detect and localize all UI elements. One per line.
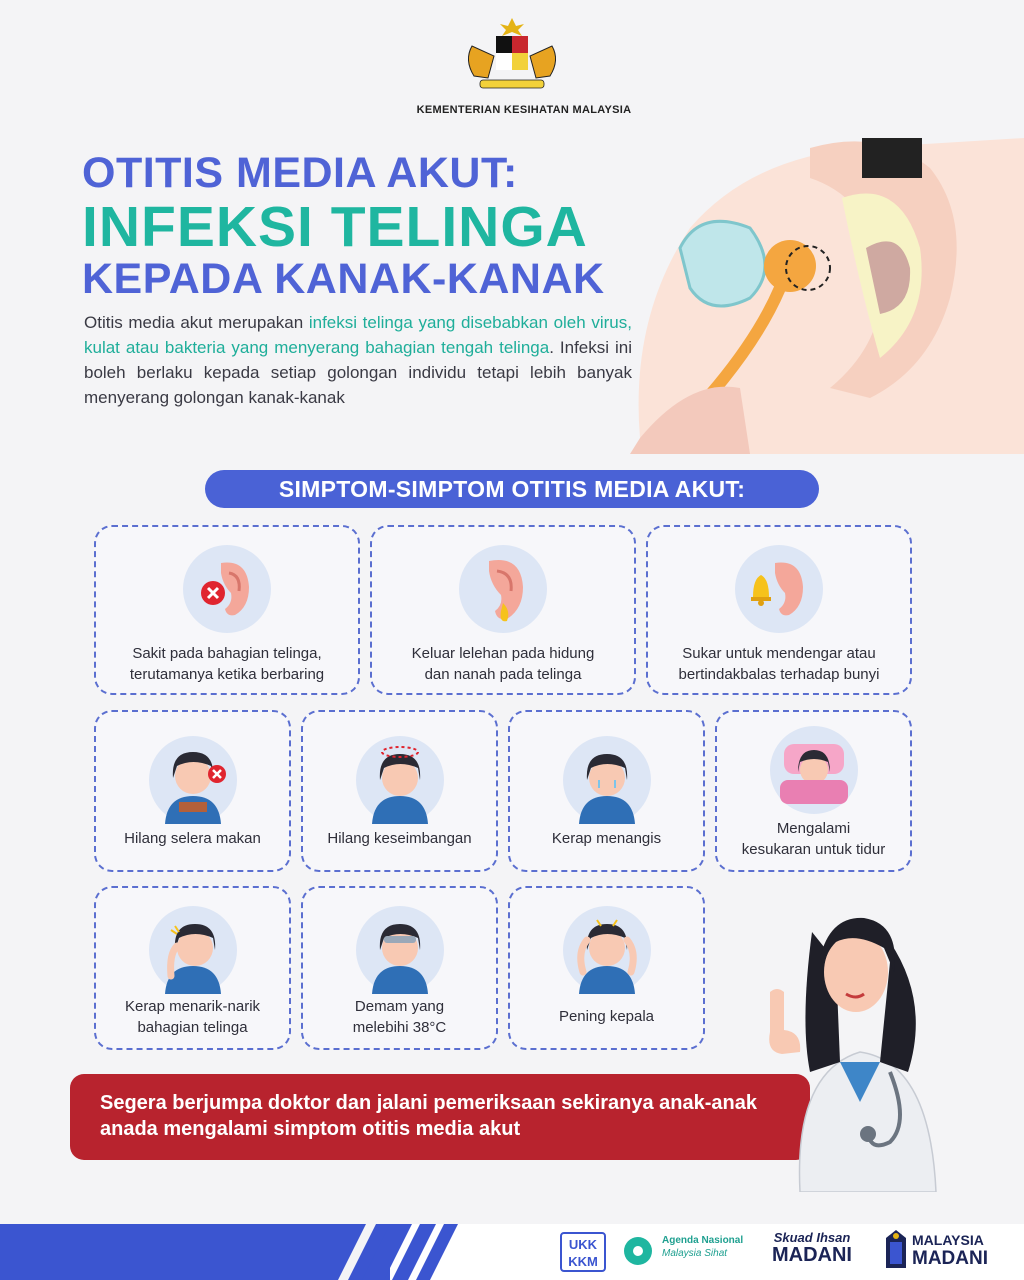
ear-pulling-icon <box>149 906 237 994</box>
dizzy-icon <box>356 736 444 824</box>
ear-discharge-icon <box>459 545 547 633</box>
title-line-2: INFEKSI TELINGA <box>82 195 588 259</box>
symptom-label: Pening kepala <box>558 1008 655 1025</box>
symptom-card <box>301 710 498 872</box>
symptoms-heading: SIMPTOM-SIMPTOM OTITIS MEDIA AKUT: <box>205 470 819 508</box>
symptom-label: Kerap menarik-narik bahagian telinga <box>124 998 261 1036</box>
symptom-card <box>646 525 912 695</box>
no-appetite-icon <box>149 736 237 824</box>
title-line-1: OTITIS MEDIA AKUT: <box>82 149 518 197</box>
symptom-label: Demam yang melebihi 38°C <box>352 998 447 1036</box>
symptom-label: Sakit pada bahagian telinga, terutamanya ketika berbaring <box>129 645 325 683</box>
ear-pain-icon <box>183 545 271 633</box>
ear-anatomy-illustration <box>630 138 1024 454</box>
title-line-3: KEPADA KANAK-KANAK <box>82 255 605 303</box>
symptom-card <box>94 710 291 872</box>
crying-icon <box>563 736 651 824</box>
symptom-card <box>508 886 705 1050</box>
fever-icon <box>356 906 444 994</box>
ministry-name: KEMENTERIAN KESIHATAN MALAYSIA <box>416 104 632 116</box>
skuad-ihsan-madani-logo: Skuad Ihsan MADANI <box>772 1230 852 1266</box>
symptom-card <box>94 525 360 695</box>
symptom-label: Kerap menangis <box>551 830 662 847</box>
symptom-card <box>301 886 498 1050</box>
ukk-kkm-logo: UKK KKM <box>560 1232 606 1272</box>
symptom-card <box>370 525 636 695</box>
footer-stripe-decoration <box>0 1224 470 1280</box>
intro-paragraph: Otitis media akut merupakan infeksi telinga yang disebabkan oleh virus, kulat atau bakteria yang menyerang bahagian tengah telinga. Infeksi ini boleh berlaku kepada setiap golongan individu tetapi lebih banyak menyerang golongan kanak-kanak <box>84 313 632 407</box>
ear-bell-icon <box>735 545 823 633</box>
alert-banner: Segera berjumpa doktor dan jalani pemeriksaan sekiranya anak-anak anada mengalami simptom otitis media akut <box>70 1074 810 1160</box>
doctor-illustration <box>740 902 970 1192</box>
hibiscus-logo-icon <box>618 1228 658 1274</box>
agenda-nasional-logo: Agenda Nasional Malaysia Sihat <box>662 1235 744 1259</box>
sleepless-icon <box>770 726 858 814</box>
symptom-card <box>94 886 291 1050</box>
symptom-label: Keluar lelehan pada hidung dan nanah pada telinga <box>411 645 595 683</box>
symptom-label: Hilang selera makan <box>124 830 261 847</box>
malaysia-madani-logo: MALAYSIA MADANI <box>912 1232 988 1269</box>
malaysia-madani-logo-icon <box>884 1228 908 1272</box>
symptom-label: Mengalami kesukaran untuk tidur <box>741 820 886 858</box>
symptom-label: Sukar untuk mendengar atau bertindakbalas terhadap bunyi <box>678 645 880 683</box>
page-title <box>82 148 642 302</box>
coat-of-arms-icon <box>458 16 566 96</box>
headache-icon <box>563 906 651 994</box>
symptom-label: Hilang keseimbangan <box>327 830 472 847</box>
symptom-card <box>508 710 705 872</box>
symptom-card <box>715 710 912 872</box>
